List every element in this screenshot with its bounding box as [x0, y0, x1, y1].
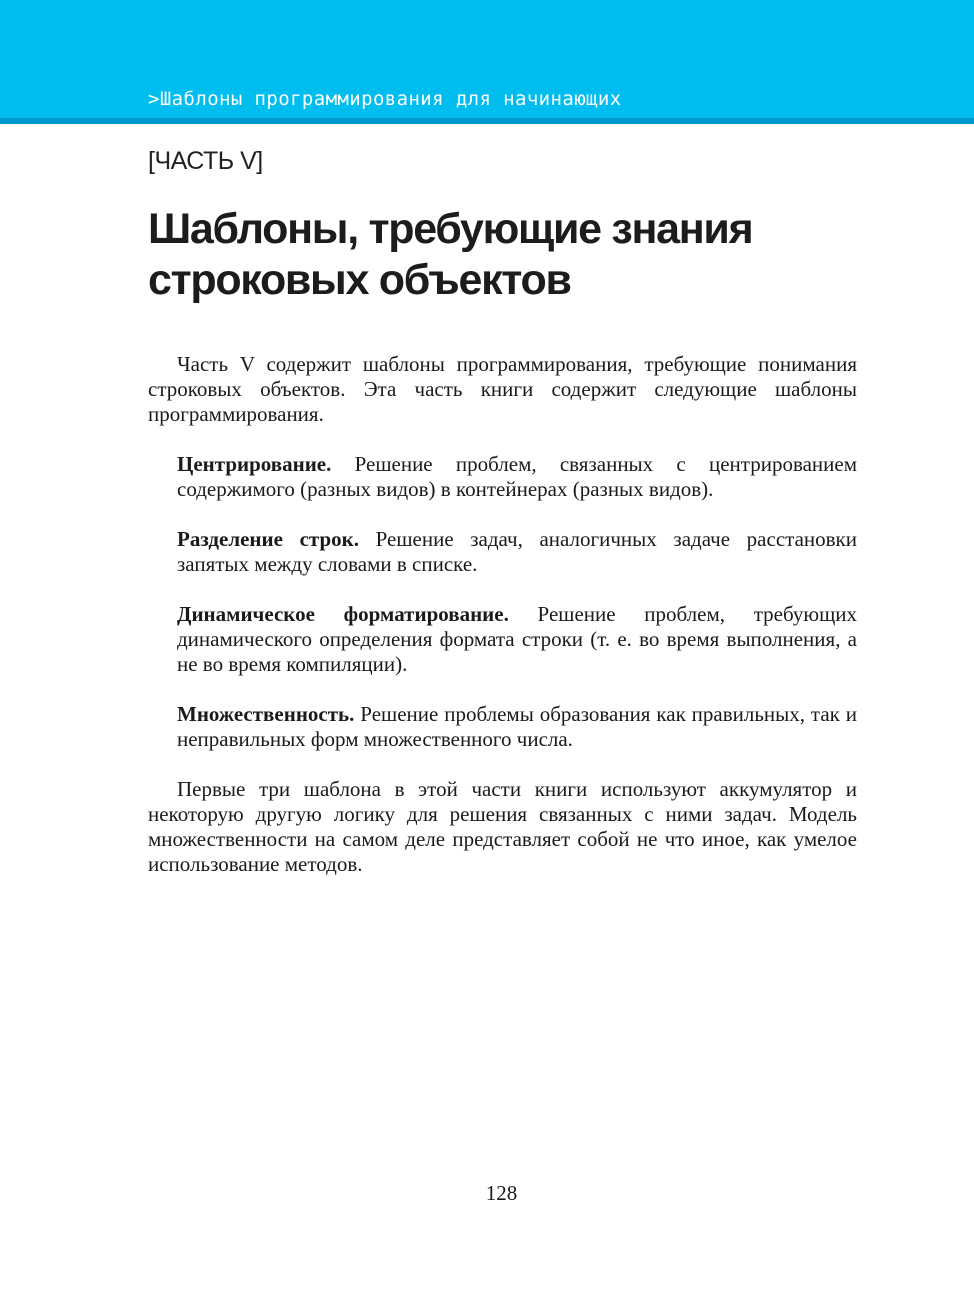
list-item-dynamic-formatting [148, 602, 857, 677]
list-item-string-split [148, 527, 857, 577]
item-term: Разделение строк. [177, 527, 359, 551]
chapter-title [148, 204, 868, 306]
body-text [148, 352, 857, 877]
part-label: [ЧАСТЬ V] [148, 147, 263, 175]
chapter-title-line-2: строковых объектов [148, 256, 571, 304]
intro-paragraph: Часть V содержит шаблоны программирования, требующие понимания строковых объектов. Эта часть книги содержит следующие шаблоны программирования. [148, 352, 857, 426]
header-rule [0, 118, 974, 124]
page-number: 128 [485, 1181, 518, 1205]
outro-paragraph: Первые три шаблона в этой части книги используют аккумулятор и некоторую другую логику для решения связанных с ними задач. Модель множественности на самом деле представляет собой не что иное, как умелое использование методов. [148, 777, 857, 876]
item-description: Решение проблемы образования как правильных, так и неправильных форм множественного числа. [177, 702, 857, 751]
chapter-title-line-1: Шаблоны, требующие знания [148, 205, 753, 253]
item-description: Решение задач, аналогичных задаче расстановки запятых между словами в списке. [177, 527, 857, 576]
list-item-plurality [148, 702, 857, 752]
item-description: Решение проблем, требующих динамического определения формата строки (т. е. во время выполнения, а не во время компиляции). [177, 602, 857, 676]
item-term: Множественность. [177, 702, 355, 726]
item-term: Динамическое форматирование. [177, 602, 509, 626]
running-header: >Шаблоны программирования для начинающих [148, 88, 622, 110]
item-term: Центрирование. [177, 452, 332, 476]
item-description: Решение проблем, связанных с центрированием содержимого (разных видов) в контейнерах (разных видов). [177, 452, 857, 501]
list-item-centering [148, 452, 857, 502]
